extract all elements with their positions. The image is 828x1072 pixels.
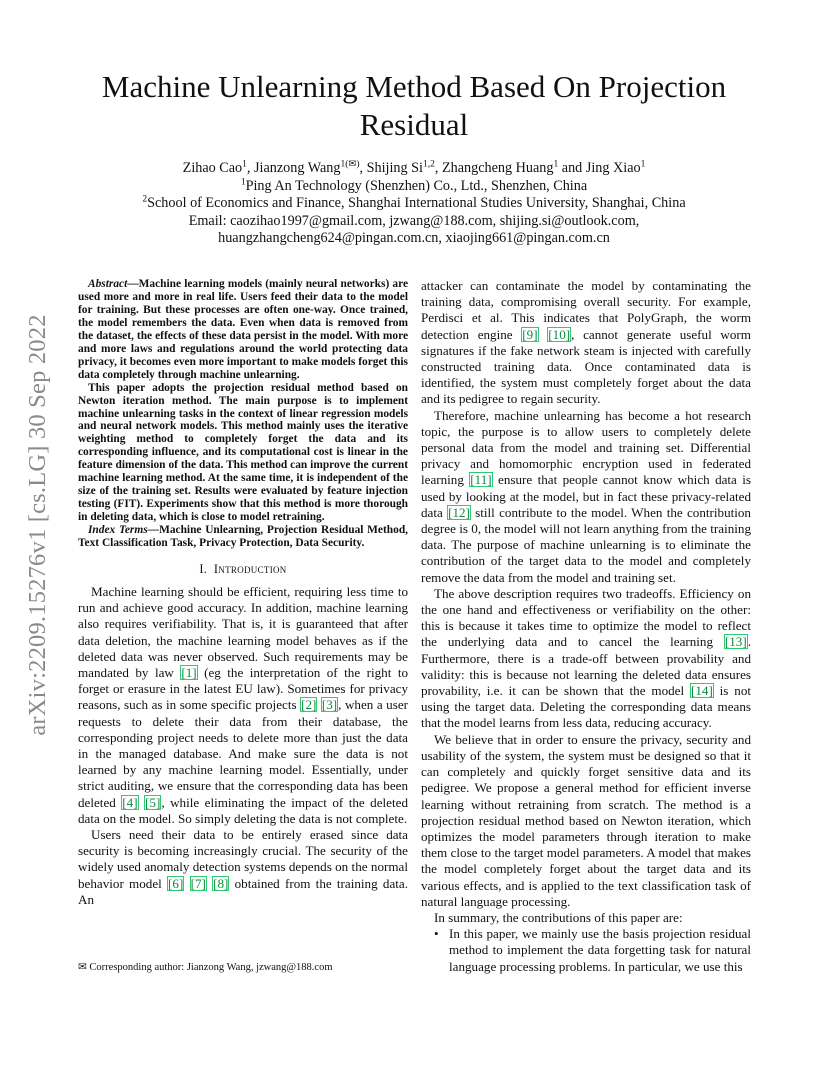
author-affiliation-mark: 1,2 [423, 159, 435, 170]
text-span: ensure that people cannot know which data is used by looking at the model, but in fact these privacy-related data [421, 472, 751, 520]
intro-paragraph-1 [78, 584, 408, 827]
paper-title: Machine Unlearning Method Based On Projection Residual [101, 69, 727, 142]
left-column [78, 278, 408, 908]
author-name: Zihao Cao [182, 160, 243, 176]
citation-link[interactable]: [13] [724, 634, 747, 650]
affiliation-mark: 2 [142, 194, 148, 205]
section-heading-introduction [78, 562, 408, 577]
author-name: Shijing Si [366, 160, 423, 176]
affiliation-1 [60, 178, 768, 196]
intro-paragraph-5 [421, 586, 751, 732]
index-terms-text: —Machine Unlearning, Projection Residual Method, Text Classification Task, Privacy Protection, Data Security. [78, 524, 408, 550]
section-number: I. [199, 562, 208, 577]
text-span: is not using the target data. Deleting the corresponding data means that the model learns from less data, reducing accuracy. [421, 683, 751, 731]
intro-paragraph-4 [421, 408, 751, 586]
text-span: Therefore, machine unlearning has become a hot research topic, the purpose is to allow users to completely delete personal data from the model and training set. Differential privacy and homomorphic encryption used in federated learning [421, 407, 751, 488]
citation-link[interactable]: [2] [301, 697, 317, 713]
affiliation-text: School of Economics and Finance, Shanghai International Studies University, Shanghai, China [147, 195, 686, 211]
index-terms-label: Index Terms [88, 524, 148, 537]
citation-link[interactable]: [12] [448, 504, 470, 520]
text-span: , when a user requests to delete their data from their database, the corresponding project needs to delete more than just the data in the managed database. And make sure the data is not learned by any machine learning model. Essentially, under strict auditing, we ensure that the corresponding data has been deleted [78, 697, 408, 810]
text-span [184, 876, 189, 891]
abstract-label: Abstract [88, 278, 128, 290]
email-line-2: huangzhangcheng624@pingan.com.cn, xiaojing661@pingan.com.cn [218, 230, 610, 246]
affiliation-2 [60, 195, 768, 213]
author-affiliation-mark: 1 [640, 159, 646, 170]
text-span: still contribute to the model. When the contribution degree is 0, the model will not learn anything from the training data. The purpose of machine unlearning is to eliminate the contribution of the target data to the model and completely remove the data from the model and training set. [421, 504, 751, 585]
author-line: Zihao Cao$^1$, Jianzong Wang$^{1(✉)}$, Shijing Si$^{1,2}$, Zhangcheng Huang$^1$ and Jing Xiao$^1$ [182, 159, 646, 176]
text-span: , cannot generate useful worm signatures if the fake network steam is injected with carefully constructed training data. Once contaminated data is identified, the system must completely forget about the data and its pedigree to regain security. [421, 326, 751, 407]
author-and: and [561, 160, 583, 176]
abstract-paragraph-2: This paper adopts the projection residual method based on Newton iteration method. The main purpose is to implement machine unlearning tasks in the context of linear regression models and neural network models. This method mainly uses the iterative weighting method to completely forget the data and its corresponding influence, and its computational cost is linear in the feature dimension of the data. This method can improve the current machine learning method. At the same time, it is independent of the size of the training set. Results were evaluated by feature injection testing (FIT). Experiments show that this method is more thorough in deleting data, which is close to model retraining. [78, 381, 408, 524]
text-span: . Furthermore, there is a trade-off between provability and validity: this is because not learning the deleted data ensures provability, i.e. it can be shown that the model [421, 634, 751, 699]
corresponding-author-footnote: ✉ Corresponding author: Jianzong Wang, jzwang@188.com [78, 962, 333, 973]
citation-link[interactable]: [10] [548, 326, 571, 342]
citation-link[interactable]: [11] [470, 472, 492, 488]
author-name: Jing Xiao [585, 160, 641, 176]
citation-link[interactable]: [3] [321, 697, 338, 713]
text-span [539, 327, 548, 342]
abstract [78, 278, 408, 550]
citation-link[interactable]: [6] [168, 875, 184, 891]
author-block [60, 160, 768, 248]
affiliation-text: Ping An Technology (Shenzhen) Co., Ltd., Shenzhen, China [245, 177, 588, 194]
contributions-list [421, 926, 751, 975]
email-line-1: Email: caozihao1997@gmail.com, jzwang@188.com, shijing.si@outlook.com, [188, 212, 640, 229]
text-span: attacker can contaminate the model by contaminating the training data, compromising overall security. For example, Perdisci et al. This indicates that PolyGraph, the worm detection engine [421, 278, 751, 342]
intro-paragraph-3 [421, 278, 751, 408]
author-affiliation-mark: 1 [242, 159, 247, 170]
affiliation-mark: 1 [240, 176, 246, 187]
citation-link[interactable]: [7] [190, 875, 206, 891]
citation-link[interactable]: [9] [522, 326, 538, 342]
intro-paragraph-6: We believe that in order to ensure the privacy, security and usability of the system, the system must be designed so that it can completely and quickly forget sensitive data and its pedigree. We propose a general method for efficient inverse learning without retraining from scratch. The method is a projection residual method based on Newton iteration, which optimizes the model parameters through iteration to make them close to the target model parameters. A model that makes the model completely forget about the target data and its various effects, and is applied to the text classification task of natural language processing. [421, 731, 751, 909]
abstract-paragraph-1 [78, 278, 408, 382]
author-name: Jianzong Wang [254, 160, 341, 176]
right-column [421, 278, 751, 975]
citation-link[interactable]: [4] [122, 794, 138, 810]
citation-link[interactable]: [14] [690, 683, 713, 699]
citation-link[interactable]: [8] [213, 875, 229, 891]
citation-link[interactable]: [1] [181, 665, 197, 681]
text-span: The above description requires two tradeoffs. Efficiency on the one hand and effectiveness or verifiability on the other: this is because it takes time to optimize the model to reflect the underlying data and to cancel the learning [421, 585, 751, 650]
intro-paragraph-7: In summary, the contributions of this paper are: [434, 909, 683, 925]
intro-paragraph-2 [78, 827, 408, 908]
intro-left-text [78, 584, 408, 908]
text-span: , while eliminating the impact of the deleted data on the model. So simply deleting the data is not complete. [78, 794, 408, 826]
text-span: Machine learning should be efficient, requiring less time to run and achieve good accuracy. In addition, machine learning also requires verifiability. That is, it is guaranteed that after data deletion, the machine learning model behaves as if the deleted data was never observed. Such requirements may be mandated by law [78, 584, 408, 681]
text-span: (eg the interpretation of the right to forget or erasure in the latest EU law). Sometimes for privacy reasons, such as in some specific projects [78, 665, 409, 713]
contribution-item: • In this paper, we mainly use the basis projection residual method to implement the data forgetting task for natural language processing problems. In particular, we use this [449, 926, 751, 975]
author-name: Zhangcheng Huang [441, 160, 554, 176]
author-affiliation-mark: 1(✉) [340, 159, 360, 170]
arxiv-stamp-text: arXiv:2209.15276v1 [cs.LG] 30 Sep 2022 [24, 314, 51, 736]
author-affiliation-mark: 1 [553, 159, 559, 170]
arxiv-side-stamp [18, 285, 58, 765]
index-terms [78, 524, 408, 550]
abstract-text: —Machine learning models (mainly neural networks) are used more and more in real life. Users feed their data to the model for training. But these processes are often one-way. Once trained, the model remembers the data. Even when data is removed from the dataset, the effects of these data persist in the model. With more and more laws and regulations around the world protecting data privacy, it becomes even more important to make models forget this data completely through machine unlearning. [78, 278, 408, 381]
text-span: obtained from the training data. An [78, 875, 408, 907]
section-title: Introduction [213, 562, 287, 577]
text-span: Users need their data to be entirely erased since data security is becoming increasingly crucial. The security of the widely used anomaly detection systems depends on the normal behavior model [78, 827, 408, 891]
citation-link[interactable]: [5] [145, 794, 161, 810]
